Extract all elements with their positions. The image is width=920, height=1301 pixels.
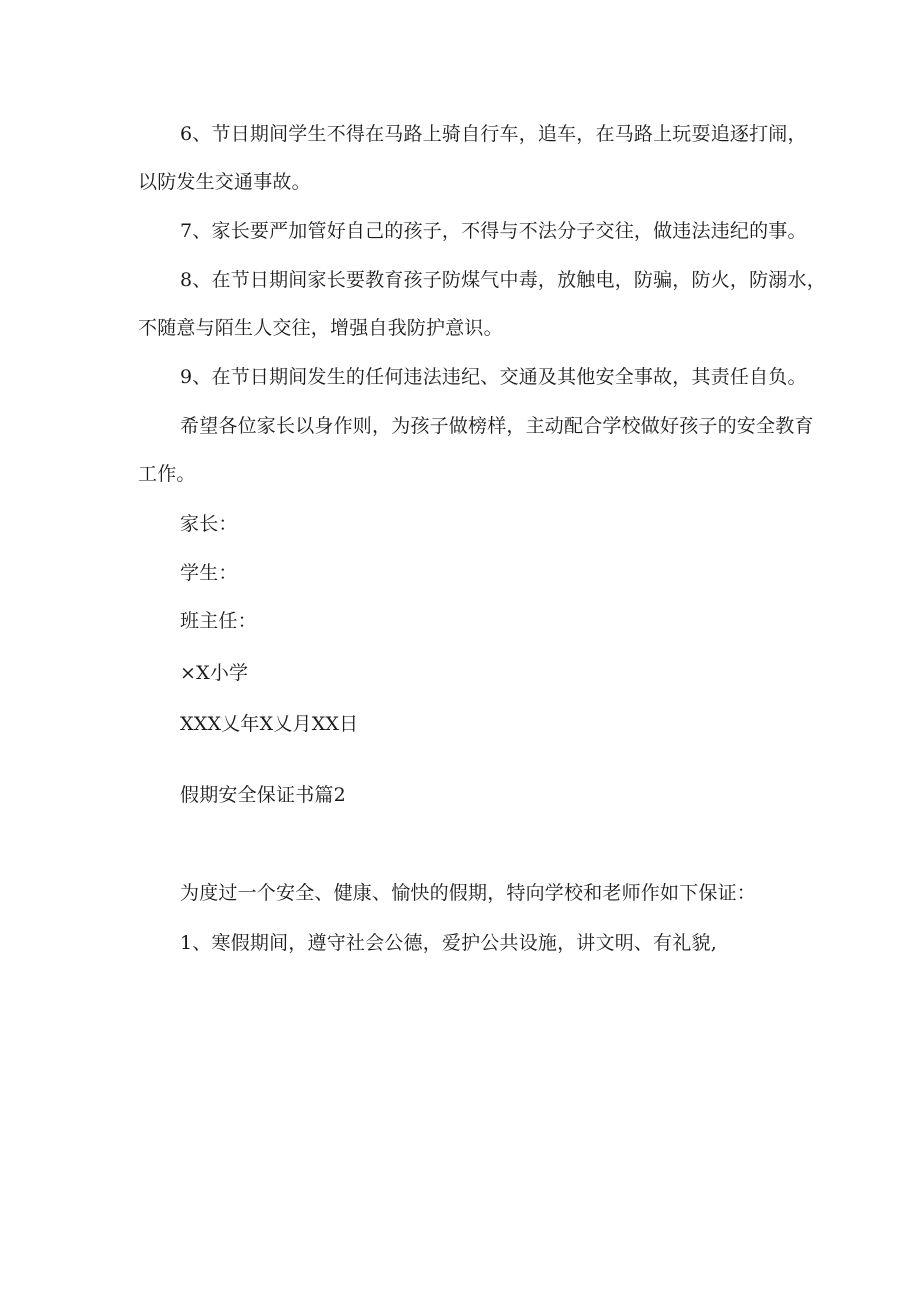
paragraph-8-line-1: 8、在节日期间家长要教育孩子防煤气中毒，放触电，防骗，防火，防溺水， bbox=[180, 269, 826, 291]
school-name: ×X小学 bbox=[180, 662, 249, 684]
closing-paragraph-line-2: 工作。 bbox=[138, 463, 196, 485]
item-1: 1、寒假期间，遵守社会公德，爱护公共设施，讲文明、有礼貌, bbox=[180, 932, 717, 954]
paragraph-6-line-1: 6、节日期间学生不得在马路上骑自行车，追车，在马路上玩耍追逐打闹， bbox=[180, 123, 807, 145]
paragraph-8-line-2: 不随意与陌生人交往，增强自我防护意识。 bbox=[138, 317, 503, 339]
paragraph-7: 7、家长要严加管好自己的孩子，不得与不法分子交往，做违法违纪的事。 bbox=[180, 220, 807, 242]
date-line: XXX乂年X乂月XX日 bbox=[180, 713, 359, 735]
paragraph-6-line-2: 以防发生交通事故。 bbox=[138, 171, 311, 193]
signature-teacher: 班主任： bbox=[180, 610, 257, 632]
intro-paragraph: 为度过一个安全、健康、愉快的假期，特向学校和老师作如下保证： bbox=[180, 882, 757, 904]
section-title: 假期安全保证书篇2 bbox=[180, 784, 346, 806]
closing-paragraph-line-1: 希望各位家长以身作则，为孩子做榜样，主动配合学校做好孩子的安全教育 bbox=[180, 415, 814, 437]
signature-parent: 家长： bbox=[180, 513, 238, 535]
signature-student: 学生： bbox=[180, 562, 238, 584]
paragraph-9: 9、在节日期间发生的任何违法违纪、交通及其他安全事故，其责任自负。 bbox=[180, 366, 807, 388]
